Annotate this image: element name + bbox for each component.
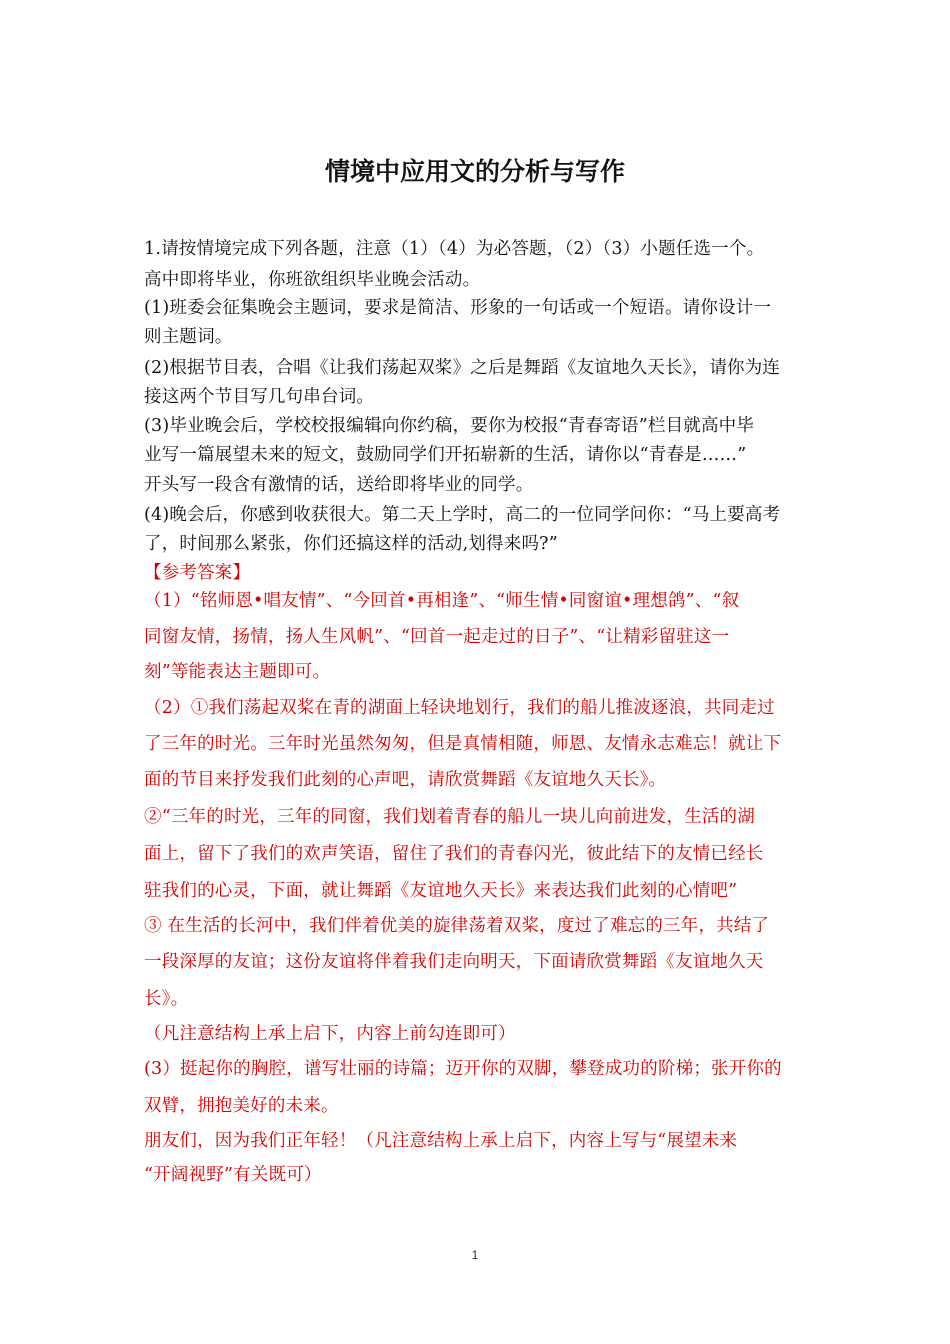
answer-line: （1）“铭师恩•唱友情”、“今回首•再相逢”、“师生情•同窗谊•理想鸽”、“叙 — [144, 591, 740, 611]
question-line: 了，时间那么紧张，你们还搞这样的活动,划得来吗?” — [144, 534, 558, 554]
answer-line: (3）挺起你的胸腔，谱写壮丽的诗篇；迈开你的双脚，攀登成功的阶梯；张开你的 — [144, 1059, 782, 1079]
question-line: 则主题词。 — [144, 327, 233, 347]
answer-line: 同窗友情，扬情，扬人生风帆”、“回首一起走过的日子”、“让精彩留驻这一 — [144, 627, 730, 647]
question-line: (1)班委会征集晚会主题词，要求是简洁、形象的一句话或一个短语。请你设计一 — [144, 298, 772, 318]
answer-line: “开阔视野”有关既可） — [144, 1165, 322, 1185]
question-line: (4)晚会后，你感到收获很大。第二天上学时，高二的一位同学问你：“马上要高考 — [144, 505, 781, 525]
question-line: 业写一篇展望未来的短文，鼓励同学们开拓崭新的生活，请你以“青春是……” — [144, 445, 747, 465]
answer-line: ②“三年的时光，三年的同窗，我们划着青春的船儿一块儿向前进发，生活的湖 — [144, 807, 755, 827]
question-line: 高中即将毕业，你班欲组织毕业晚会活动。 — [144, 270, 481, 290]
answer-heading: 【参考答案】 — [144, 563, 251, 583]
question-line: (2)根据节目表，合唱《让我们荡起双桨》之后是舞蹈《友谊地久天长》，请你为连 — [144, 358, 781, 378]
answer-line: 刻”等能表达主题即可。 — [144, 662, 331, 682]
answer-line: ③ 在生活的长河中，我们伴着优美的旋律荡着双桨，度过了难忘的三年，共结了 — [144, 916, 770, 936]
question-line: 接这两个节目写几句串台词。 — [144, 387, 375, 407]
answer-line: 了三年的时光。三年时光虽然匆匆，但是真情相随，师恩、友情永志难忘！就让下 — [144, 734, 782, 754]
answer-line: （2）①我们荡起双桨在青的湖面上轻诀地划行，我们的船儿推波逐浪，共同走过 — [144, 698, 775, 718]
page-number: 1 — [471, 1248, 479, 1262]
answer-line: 双臂，拥抱美好的未来。 — [144, 1096, 339, 1116]
answer-line: 一段深厚的友谊；这份友谊将伴着我们走向明天，下面请欣赏舞蹈《友谊地久天 — [144, 952, 764, 972]
answer-line: 长》。 — [144, 989, 189, 1009]
answer-line: 面的节目来抒发我们此刻的心声吧，请欣赏舞蹈《友谊地久天长》。 — [144, 770, 667, 790]
question-line: 开头写一段含有激情的话，送给即将毕业的同学。 — [144, 475, 534, 495]
document-title: 情境中应用文的分析与写作 — [324, 157, 625, 186]
answer-line: 朋友们，因为我们正年轻！（凡注意结构上承上启下，内容上写与“展望未来 — [144, 1131, 738, 1151]
answer-line: 面上，留下了我们的欢声笑语，留住了我们的青春闪光，彼此结下的友情已经长 — [144, 844, 764, 864]
answer-line: 驻我们的心灵，下面，就让舞蹈《友谊地久天长》来表达我们此刻的心情吧” — [144, 881, 738, 901]
question-line: 1.请按情境完成下列各题，注意（1）（4）为必答题，（2）（3）小题任选一个。 — [144, 239, 765, 259]
question-line: (3)毕业晚会后，学校校报编辑向你约稿，要你为校报“青春寄语”栏目就高中毕 — [144, 416, 755, 436]
answer-line: （凡注意结构上承上启下，内容上前勾连即可） — [144, 1024, 516, 1044]
